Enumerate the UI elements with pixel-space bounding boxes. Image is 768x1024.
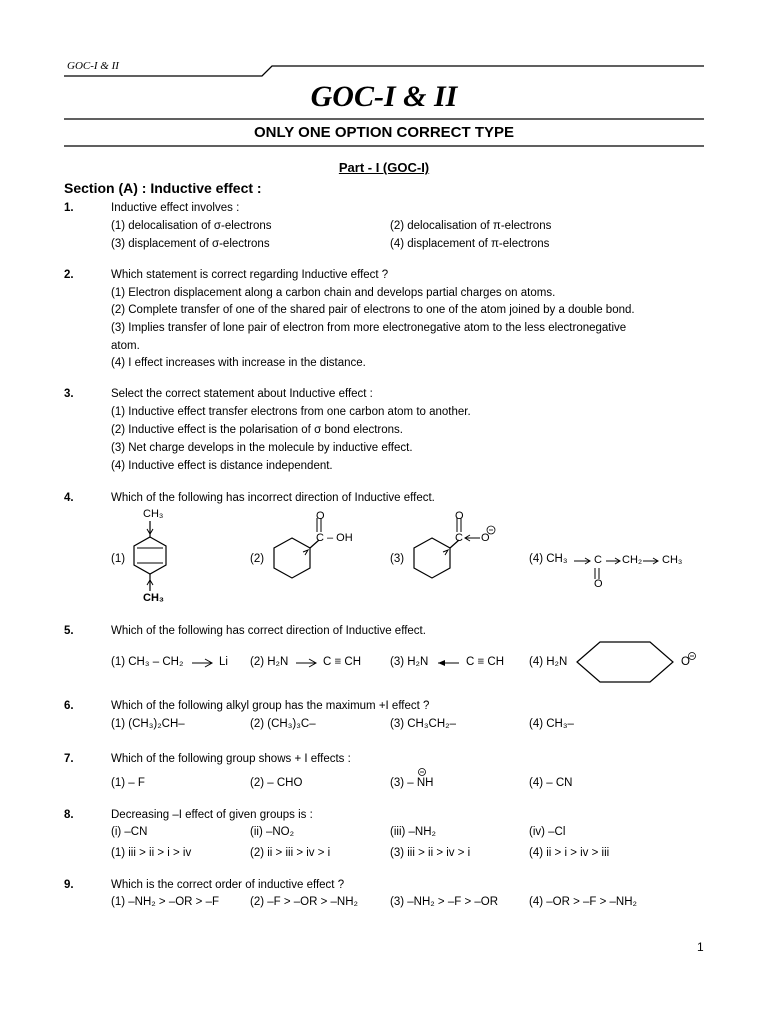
group-item: (ii) –NO₂ <box>250 826 295 838</box>
option: (1) delocalisation of σ-electrons <box>111 220 272 232</box>
question-text: Which is the correct order of inductive effect ? <box>111 879 345 891</box>
option: (2) Inductive effect is the polarisation of σ bond electrons. <box>111 424 403 436</box>
option-part: C ≡ CH <box>466 656 505 668</box>
option-label: (2) <box>250 553 265 565</box>
question-number: 4. <box>64 492 74 504</box>
cooh-label: C – OH <box>316 532 353 544</box>
ch3-bottom-label: CH₃ <box>143 592 164 604</box>
ch3-top-label: CH₃ <box>143 508 164 520</box>
question-text: Which of the following alkyl group has the maximum +I effect ? <box>111 700 430 712</box>
option: (2) Complete transfer of one of the shared pair of electrons to one of the atom joined by a double bond. <box>111 304 635 316</box>
option-continued: atom. <box>111 340 140 352</box>
option: (4) displacement of π-electrons <box>390 238 550 250</box>
question-text: Which of the following has correct direction of Inductive effect. <box>111 625 426 637</box>
option: (4) H₂N <box>529 656 568 668</box>
option: (1) CH₃ – CH₂ <box>111 656 184 668</box>
part-title: Part - I (GOC-I) <box>338 160 430 175</box>
question-number: 1. <box>64 202 74 214</box>
option: (2) delocalisation of π-electrons <box>390 220 552 232</box>
option-part: Li <box>219 656 228 668</box>
option: (4) ii > i > iv > iii <box>529 847 610 859</box>
option-label: (4) CH₃ <box>529 553 568 565</box>
question-number: 2. <box>64 269 74 281</box>
option: (3) CH₃CH₂– <box>390 718 457 730</box>
question-number: 5. <box>64 625 74 637</box>
oxygen-anion-label: O <box>481 532 490 544</box>
group-item: (i) –CN <box>111 826 148 838</box>
option: (1) (CH₃)₂CH– <box>111 718 185 730</box>
section-title: Section (A) : Inductive effect : <box>64 180 262 196</box>
carbon-label: C <box>455 532 463 544</box>
question-text: Inductive effect involves : <box>111 202 240 214</box>
option: (1) – F <box>111 777 145 789</box>
option: (4) –OR > –F > –NH₂ <box>529 896 637 908</box>
option: (3) Implies transfer of lone pair of electron from more electronegative atom to the less electronegative <box>111 322 627 334</box>
option: (3) iii > ii > iv > i <box>390 847 471 859</box>
option: (1) iii > ii > i > iv <box>111 847 192 859</box>
question-number: 9. <box>64 879 74 891</box>
option: (1) Electron displacement along a carbon chain and develops partial charges on atoms. <box>111 287 556 299</box>
option: (2) (CH₃)₃C– <box>250 718 316 730</box>
option: (4) I effect increases with increase in the distance. <box>111 357 366 369</box>
option: (3) H₂N <box>390 656 429 668</box>
option: (2) H₂N <box>250 656 289 668</box>
question-text: Which statement is correct regarding Inductive effect ? <box>111 269 389 281</box>
question-text: Which of the following has incorrect direction of Inductive effect. <box>111 492 435 504</box>
ch2-label: CH₂ <box>622 554 643 566</box>
ch3-label: CH₃ <box>662 554 683 566</box>
question-text: Decreasing –I effect of given groups is : <box>111 809 313 821</box>
question-number: 3. <box>64 388 74 400</box>
page-title: GOC-I & II <box>310 80 458 113</box>
option-label: (3) <box>390 553 405 565</box>
option-part: O <box>681 656 690 668</box>
option-part: C ≡ CH <box>323 656 362 668</box>
question-text: Which of the following group shows + I effects : <box>111 753 351 765</box>
question-number: 6. <box>64 700 74 712</box>
option: (4) Inductive effect is distance independent. <box>111 460 333 472</box>
option-label: (1) <box>111 553 126 565</box>
oxygen-label: O <box>316 510 325 522</box>
question-number: 8. <box>64 809 74 821</box>
option: (3) Net charge develops in the molecule by inductive effect. <box>111 442 413 454</box>
option: (4) CH₃– <box>529 718 574 730</box>
option: (2) –F > –OR > –NH₂ <box>250 896 358 908</box>
group-item: (iv) –Cl <box>529 826 566 838</box>
option: (3) displacement of σ-electrons <box>111 238 270 250</box>
running-header: GOC-I & II <box>67 60 119 72</box>
oxygen-label: O <box>594 578 603 590</box>
anion-charge-icon <box>417 767 429 777</box>
option: (2) ii > iii > iv > i <box>250 847 331 859</box>
carbon-label: C <box>594 554 602 566</box>
option: (1) Inductive effect transfer electrons from one carbon atom to another. <box>111 406 471 418</box>
oxygen-label: O <box>455 510 464 522</box>
option: (4) – CN <box>529 777 573 789</box>
group-item: (iii) –NH₂ <box>390 826 436 838</box>
page-number: 1 <box>697 940 704 954</box>
question-number: 7. <box>64 753 74 765</box>
page-subtitle: ONLY ONE OPTION CORRECT TYPE <box>253 124 515 141</box>
option: (3) – NH <box>390 777 434 789</box>
option: (3) –NH₂ > –F > –OR <box>390 896 498 908</box>
question-text: Select the correct statement about Inductive effect : <box>111 388 373 400</box>
option: (2) – CHO <box>250 777 303 789</box>
option: (1) –NH₂ > –OR > –F <box>111 896 219 908</box>
